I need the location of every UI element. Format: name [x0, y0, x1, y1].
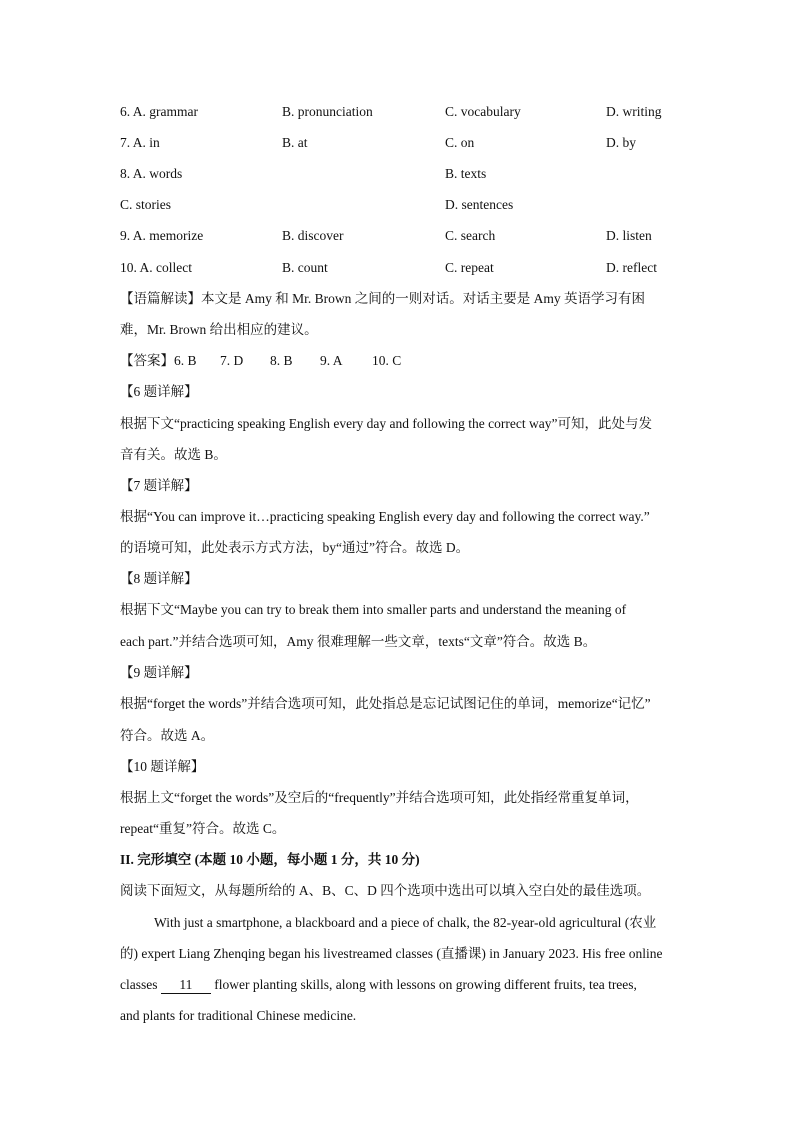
analysis-line-1: 【语篇解读】本文是 Amy 和 Mr. Brown 之间的一则对话。对话主要是 Amy 英语学习有困	[120, 291, 646, 306]
option-7d: D. by	[606, 135, 636, 150]
option-10b: B. count	[282, 260, 328, 275]
detail-8-line-2: each part.”并结合选项可知，Amy 很难理解一些文章，texts“文章”符合。故选 B。	[120, 634, 597, 649]
option-8c: C. stories	[120, 197, 172, 212]
detail-10-line-1: 根据上文“forget the words”及空后的“frequently”并结合选项可知，此处指经常重复单词，	[120, 790, 639, 805]
option-6b: B. pronunciation	[282, 104, 373, 119]
detail-7-title: 【7 题详解】	[120, 478, 198, 493]
passage-text: flower planting skills, along with lessons on growing different fruits, tea trees,	[210, 977, 637, 992]
option-10c: C. repeat	[445, 260, 494, 275]
detail-6-line-2: 音有关。故选 B。	[120, 447, 227, 462]
option-9d: D. listen	[606, 228, 652, 243]
detail-8-title: 【8 题详解】	[120, 571, 198, 586]
answer-key	[120, 351, 680, 371]
options-row-7	[120, 133, 680, 153]
section-instruction: 阅读下面短文，从每题所给的 A、B、C、D 四个选项中选出可以填入空白处的最佳选项。	[120, 883, 651, 898]
detail-7-line-2: 的语境可知，此处表示方式方法，by“通过”符合。故选 D。	[120, 540, 470, 555]
answer-item: 10. C	[372, 353, 402, 368]
section-heading: II. 完形填空 (本题 10 小题，每小题 1 分，共 10 分)	[120, 852, 420, 867]
detail-6-title: 【6 题详解】	[120, 384, 198, 399]
option-10d: D. reflect	[606, 260, 657, 275]
option-9c: C. search	[445, 228, 496, 243]
blank-11: 11	[161, 977, 211, 994]
option-9b: B. discover	[282, 228, 344, 243]
detail-10-line-2: repeat“重复”符合。故选 C。	[120, 821, 286, 836]
passage-line-2: 的) expert Liang Zhenqing began his livestreamed classes (直播课) in January 2023. His free online	[120, 946, 663, 961]
answer-item: 8. B	[270, 353, 293, 368]
options-row-6	[120, 102, 680, 122]
option-9a: 9. A. memorize	[120, 228, 204, 243]
detail-9-title: 【9 题详解】	[120, 665, 198, 680]
answer-label: 【答案】	[120, 353, 174, 368]
passage-line-4: and plants for traditional Chinese medicine.	[120, 1008, 357, 1023]
detail-7-line-1: 根据“You can improve it…practicing speaking English every day and following the correct way.”	[120, 509, 650, 524]
detail-6-line-1: 根据下文“practicing speaking English every day and following the correct way”可知，此处与发	[120, 416, 652, 431]
option-8d: D. sentences	[445, 197, 514, 212]
passage-line-1: With just a smartphone, a blackboard and a piece of chalk, the 82-year-old agricultural (农业	[154, 915, 657, 930]
option-10a: 10. A. collect	[120, 260, 192, 275]
answer-item: 6. B	[174, 353, 197, 368]
analysis-line-2: 难，Mr. Brown 给出相应的建议。	[120, 322, 318, 337]
detail-9-line-1: 根据“forget the words”并结合选项可知，此处指总是忘记试图记住的单词，memorize“记忆”	[120, 696, 651, 711]
option-7b: B. at	[282, 135, 308, 150]
option-6c: C. vocabulary	[445, 104, 521, 119]
detail-8-line-1: 根据下文“Maybe you can try to break them into smaller parts and understand the meaning of	[120, 602, 627, 617]
detail-9-line-2: 符合。故选 A。	[120, 728, 215, 743]
options-row-8-cont	[120, 195, 680, 215]
option-6a: 6. A. grammar	[120, 104, 198, 119]
option-7c: C. on	[445, 135, 475, 150]
passage-line-3	[120, 975, 680, 995]
options-row-8	[120, 164, 680, 184]
options-row-10	[120, 258, 680, 278]
option-8a: 8. A. words	[120, 166, 183, 181]
passage-text: classes	[120, 977, 161, 992]
option-8b: B. texts	[445, 166, 487, 181]
option-6d: D. writing	[606, 104, 662, 119]
detail-10-title: 【10 题详解】	[120, 759, 205, 774]
answer-item: 7. D	[220, 353, 244, 368]
option-7a: 7. A. in	[120, 135, 160, 150]
options-row-9	[120, 226, 680, 246]
answer-item: 9. A	[320, 353, 343, 368]
